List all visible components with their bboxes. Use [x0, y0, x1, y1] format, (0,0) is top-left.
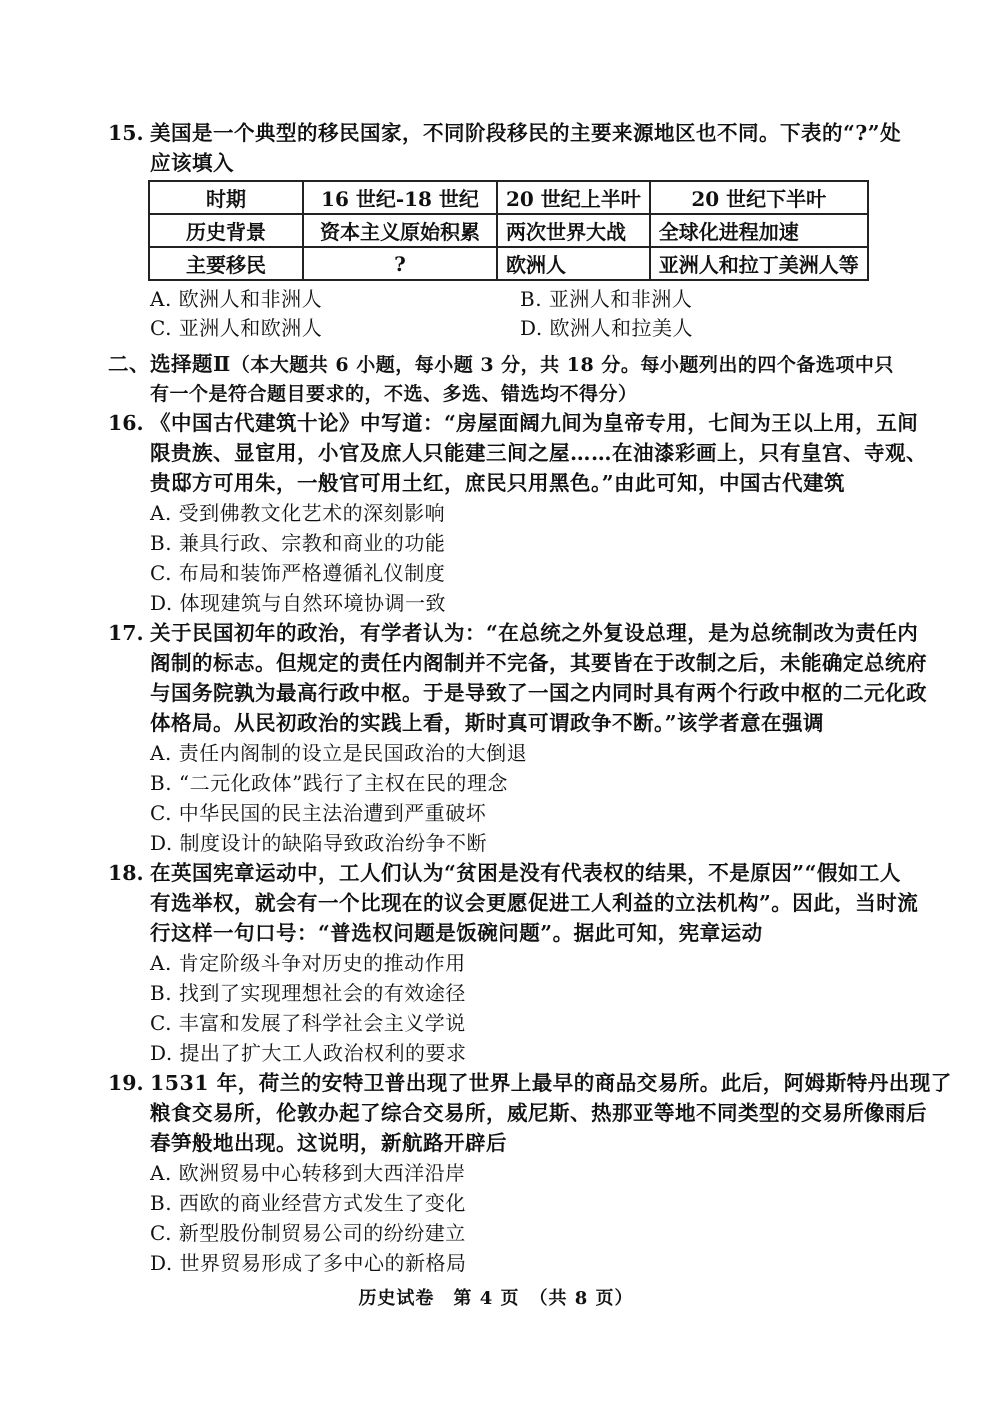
q19-option-b: B. 西欧的商业经营方式发生了变化 [150, 1191, 466, 1215]
q18-stem-line3: 行这样一句口号：“普选权问题是饭碗问题”。据此可知，宪章运动 [150, 921, 763, 945]
q16-stem-line1: 《中国古代建筑十论》中写道：“房屋面阔九间为皇帝专用，七间为王以上用，五间 [150, 411, 919, 435]
table-cell: 历史背景 [149, 214, 303, 247]
table-cell: 16 世纪-18 世纪 [303, 181, 497, 214]
q15-stem-line2: 应该填入 [150, 151, 234, 175]
q15-number: 15. [108, 121, 144, 145]
q16-stem-line2: 限贵族、显宦用，小官及庶人只能建三间之屋……在油漆彩画上，只有皇宫、寺观、 [150, 441, 927, 465]
q17-stem-line2: 阁制的标志。但规定的责任内阁制并不完备，其要皆在于改制之后，未能确定总统府 [150, 651, 927, 675]
table-cell: 资本主义原始积累 [303, 214, 497, 247]
q19-stem-line1: 1531 年，荷兰的安特卫普出现了世界上最早的商品交易所。此后，阿姆斯特丹出现了 [150, 1071, 952, 1095]
q16-stem-line3: 贵邸方可用朱，一般官可用土红，庶民只用黑色。”由此可知，中国古代建筑 [150, 471, 846, 495]
q16-number: 16. [108, 411, 144, 435]
table-cell: 时期 [149, 181, 303, 214]
section-note-line1: （本大题共 6 小题，每小题 3 分，共 18 分。每小题列出的四个备选项中只 [230, 354, 894, 376]
q15-stem-line1: 美国是一个典型的移民国家，不同阶段移民的主要来源地区也不同。下表的“?”处 [150, 121, 902, 145]
q17-stem-line1: 关于民国初年的政治，有学者认为：“在总统之外复设总理，是为总统制改为责任内 [150, 621, 919, 645]
q19-stem-line3: 春笋般地出现。这说明，新航路开辟后 [150, 1131, 507, 1155]
table-cell: 全球化进程加速 [650, 214, 868, 247]
q17-option-a: A. 责任内阁制的设立是民国政治的大倒退 [150, 741, 528, 765]
q16-option-a: A. 受到佛教文化艺术的深刻影响 [150, 501, 446, 525]
q17-number: 17. [108, 621, 144, 645]
q19-option-c: C. 新型股份制贸易公司的纷纷建立 [150, 1221, 466, 1245]
page-footer: 历史试卷 第 4 页 （共 8 页） [358, 1288, 634, 1309]
table-cell: 欧洲人 [497, 247, 650, 280]
q16-option-d: D. 体现建筑与自然环境协调一致 [150, 591, 447, 615]
q19-number: 19. [108, 1071, 144, 1095]
q15-option-c: C. 亚洲人和欧洲人 [150, 316, 323, 340]
q18-option-a: A. 肯定阶级斗争对历史的推动作用 [150, 951, 466, 975]
immigration-table [148, 180, 869, 281]
section-note-line2: 有一个是符合题目要求的，不选、多选、错选均不得分） [150, 383, 638, 405]
q18-option-c: C. 丰富和发展了科学社会主义学说 [150, 1011, 466, 1035]
q16-option-c: C. 布局和装饰严格遵循礼仪制度 [150, 561, 446, 585]
table-row [149, 181, 868, 214]
q17-option-c: C. 中华民国的民主法治遭到严重破坏 [150, 801, 487, 825]
table-cell: 亚洲人和拉丁美洲人等 [650, 247, 868, 280]
q17-option-d: D. 制度设计的缺陷导致政治纷争不断 [150, 831, 488, 855]
q17-option-b: B. “二元化政体”践行了主权在民的理念 [150, 771, 508, 795]
table-row [149, 247, 868, 280]
q19-option-a: A. 欧洲贸易中心转移到大西洋沿岸 [150, 1161, 466, 1185]
table-row [149, 214, 868, 247]
section-heading [108, 349, 894, 380]
q17-stem-line4: 体格局。从民初政治的实践上看，斯时真可谓政争不断。”该学者意在强调 [150, 711, 825, 735]
table-cell: 主要移民 [149, 247, 303, 280]
q18-option-b: B. 找到了实现理想社会的有效途径 [150, 981, 466, 1005]
table-cell: 20 世纪下半叶 [650, 181, 868, 214]
q18-stem-line2: 有选举权，就会有一个比现在的议会更愿促进工人利益的立法机构”。因此，当时流 [150, 891, 919, 915]
q19-option-d: D. 世界贸易形成了多中心的新格局 [150, 1251, 467, 1275]
table-cell: ? [303, 247, 497, 280]
section-title: 二、选择题Ⅱ [108, 352, 231, 376]
q18-number: 18. [108, 861, 144, 885]
q18-option-d: D. 提出了扩大工人政治权利的要求 [150, 1041, 467, 1065]
q16-option-b: B. 兼具行政、宗教和商业的功能 [150, 531, 446, 555]
q19-stem-line2: 粮食交易所，伦敦办起了综合交易所，威尼斯、热那亚等地不同类型的交易所像雨后 [150, 1101, 927, 1125]
table-cell: 两次世界大战 [497, 214, 650, 247]
q17-stem-line3: 与国务院孰为最高行政中枢。于是导致了一国之内同时具有两个行政中枢的二元化政 [150, 681, 927, 705]
q15-option-d: D. 欧洲人和拉美人 [520, 316, 694, 340]
q15-option-a: A. 欧洲人和非洲人 [150, 287, 323, 311]
q15-option-b: B. 亚洲人和非洲人 [520, 287, 693, 311]
table-cell: 20 世纪上半叶 [497, 181, 650, 214]
q18-stem-line1: 在英国宪章运动中，工人们认为“贫困是没有代表权的结果，不是原因”“假如工人 [150, 861, 901, 885]
